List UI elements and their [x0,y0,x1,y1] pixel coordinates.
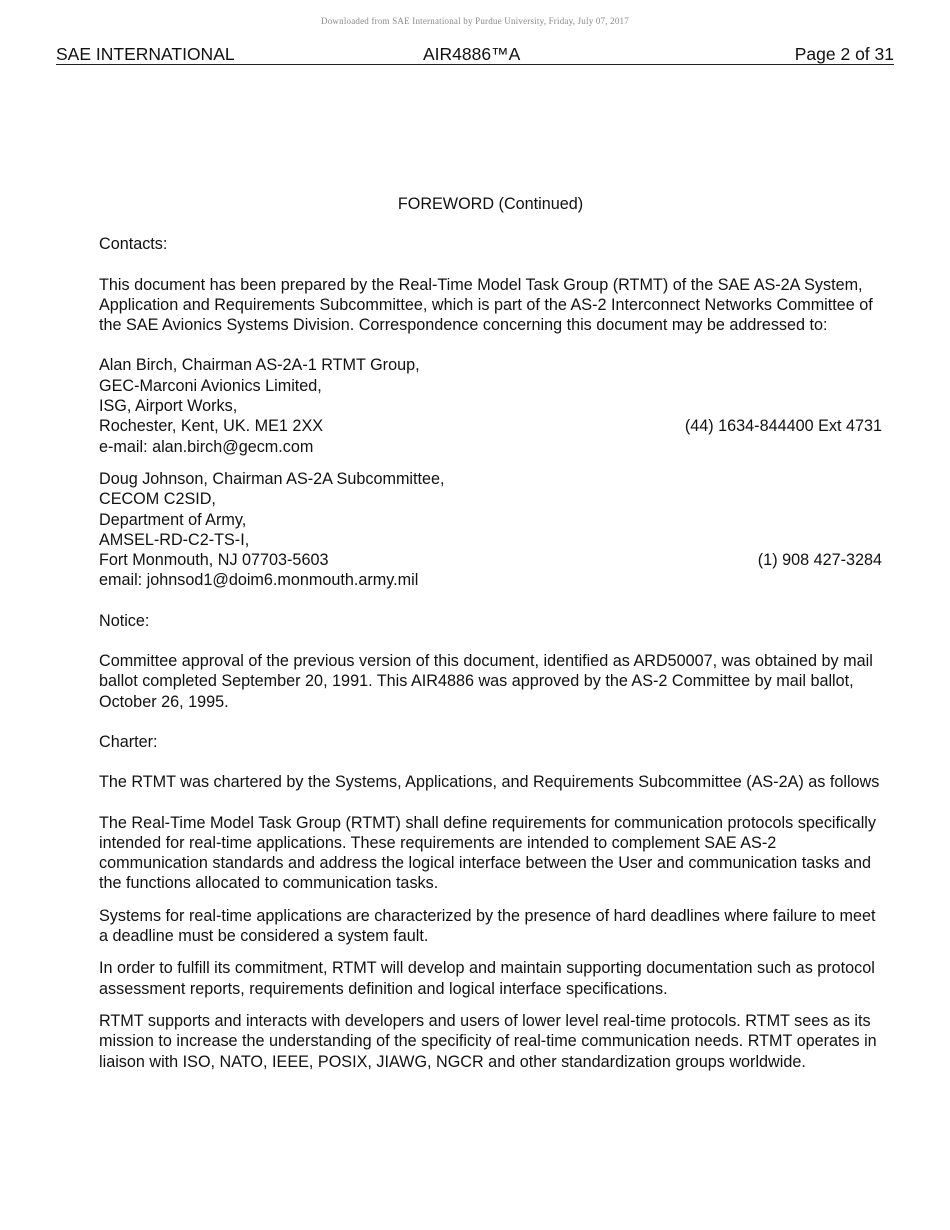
header-document-number: AIR4886™A [423,44,521,64]
charter-intro: The RTMT was chartered by the Systems, Applications, and Requirements Subcommittee (AS-2A) as follows [99,773,880,792]
contact-email: e-mail: alan.birch@gecm.com [99,437,314,456]
contact-department: Department of Army, [99,510,247,529]
contact-name: Alan Birch, Chairman AS-2A-1 RTMT Group, [99,356,420,375]
header-page-number: Page 2 of 31 [794,44,894,64]
contact-city: Fort Monmouth, NJ 07703-5603 [99,551,329,570]
running-header [56,44,894,65]
contact-city: Rochester, Kent, UK. ME1 2XX [99,417,324,436]
contacts-label: Contacts: [99,235,168,254]
download-watermark: Downloaded from SAE International by Purdue University, Friday, July 07, 2017 [321,16,629,26]
contact-phone: (44) 1634-844400 Ext 4731 [684,417,882,436]
contact-alan-birch [99,355,882,456]
contact-name: Doug Johnson, Chairman AS-2A Subcommittee, [99,469,445,488]
charter-paragraph: In order to fulfill its commitment, RTMT will develop and maintain supporting documentation such as protocol assessment reports, requirements definition and logical interface specifications. [99,959,875,998]
page-body [99,194,882,1072]
contact-organization: CECOM C2SID, [99,490,216,509]
contact-address: ISG, Airport Works, [99,397,238,416]
contact-phone: (1) 908 427-3284 [757,551,882,570]
contact-organization: GEC-Marconi Avionics Limited, [99,376,322,395]
charter-paragraph: RTMT supports and interacts with developers and users of lower level real-time protocols. RTMT sees as its mission to increase the understanding of the specificity of real-time communication needs. RTMT operates in liaison with ISO, NATO, IEEE, POSIX, JIAWG, NGCR and other standardization groups worldwide. [99,1011,877,1071]
contact-address: AMSEL-RD-C2-TS-I, [99,530,250,549]
charter-label: Charter: [99,732,158,751]
contact-city-line [99,550,882,570]
notice-label: Notice: [99,611,150,630]
charter-paragraph: The Real-Time Model Task Group (RTMT) shall define requirements for communication protocols specifically intended for real-time applications. These requirements are intended to complement SAE AS-2 communication standards and address the logical interface between the User and communication tasks and the functions allocated to communication tasks. [99,813,876,893]
contact-doug-johnson [99,469,882,591]
header-organization: SAE INTERNATIONAL [56,44,235,64]
contact-city-line [99,416,882,436]
notice-text: Committee approval of the previous version of this document, identified as ARD50007, was obtained by mail ballot completed September 20, 1991. This AIR4886 was approved by the AS-2 Committee by mail ballot, October 26, 1995. [99,652,873,711]
section-title: FOREWORD (Continued) [397,195,584,213]
contact-email: email: johnsod1@doim6.monmouth.army.mil [99,571,419,590]
contacts-intro: This document has been prepared by the Real-Time Model Task Group (RTMT) of the SAE AS-2A System, Application and Requirements Subcommittee, which is part of the AS-2 Interconnect Networks Committee of the SAE Avionics Systems Division. Correspondence concerning this document may be addressed to: [99,275,873,335]
charter-paragraph: Systems for real-time applications are characterized by the presence of hard deadlines where failure to meet a deadline must be considered a system fault. [99,906,876,946]
